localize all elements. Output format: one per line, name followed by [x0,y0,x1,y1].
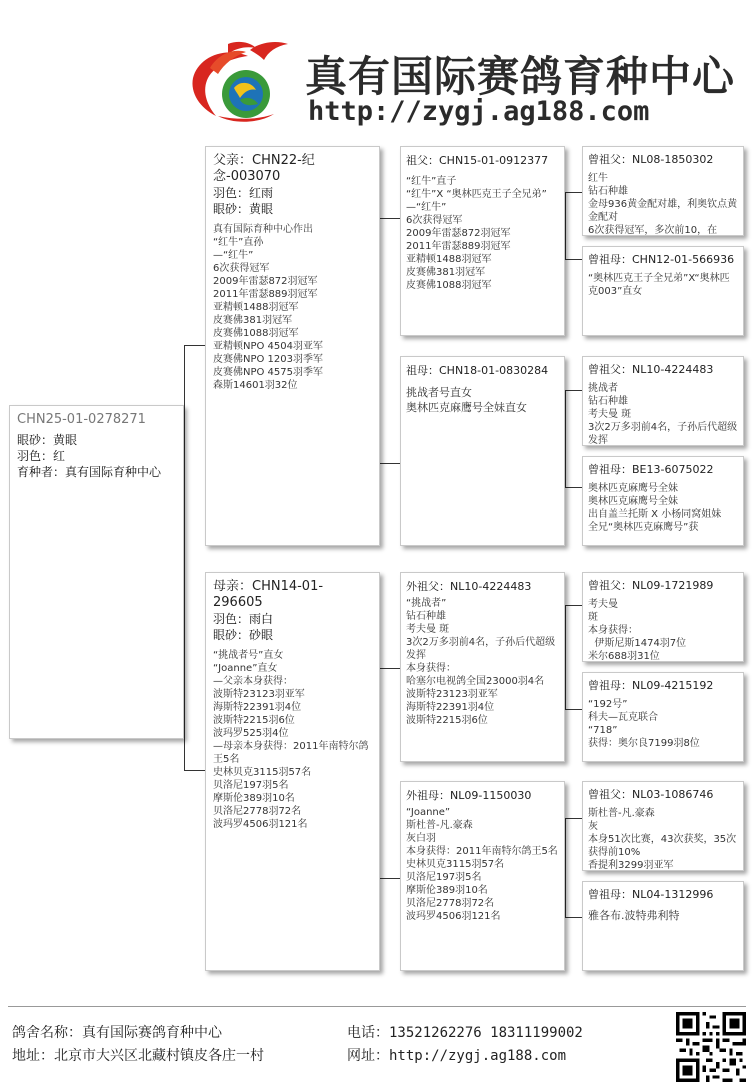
grandsire-paternal-notes: “红牛”直子 “红牛”X “奥林匹克王子全兄弟” —“红牛” 6次获得冠军 2009年雷瑟872羽冠军 2011年雷瑟889羽冠军 亚精顿1488羽冠军 皮赛佛381羽冠军 皮赛佛1088羽冠军 [406,176,547,291]
connector [565,192,566,260]
great-granddam-card[interactable] [582,881,744,971]
granddam-maternal-notes: “Joanne” 斯杜普-凡.豪森 灰白羽 本身获得：2011年南特尔鸽王5名 史林贝克3115羽57名 贝洛尼197羽5名 摩斯伦389羽10名 贝洛尼2778羽72名 波玛罗4506羽121名 [406,807,558,922]
sire-card[interactable] [205,146,380,546]
sire-notes: 真有国际育种中心作出 “红牛”直孙 —“红牛” 6次获得冠军 2009年雷瑟872羽冠军 2011年雷瑟889羽冠军 亚精顿1488羽冠军 皮赛佛381羽冠军 皮赛佛1088羽冠军 亚精顿NPO 4504羽亚军 皮赛佛NPO 1203羽季军 皮赛佛NPO 4575羽季军 森斯14601羽32位 [213,224,324,391]
connector [184,345,185,771]
connector [565,487,582,488]
connector [565,818,566,918]
logo [188,38,303,126]
subject-ring: CHN25-01-0278271 [17,412,146,427]
great-granddam-card[interactable] [582,672,744,762]
great-grandsire-card[interactable] [582,146,744,236]
connector [565,605,582,606]
dam-title: 母亲：CHN14-01-296605 [213,579,324,610]
footer-phone [347,1022,583,1042]
great-granddam-title: 曾祖母：BE13-6075022 [588,463,714,476]
footer-address-label: 地址： [12,1048,54,1064]
grandsire-paternal-card[interactable] [400,146,565,336]
great-granddam-card[interactable] [582,456,744,546]
connector [565,390,566,488]
great-grandsire-card[interactable] [582,356,744,446]
great-grandsire-title: 曾祖父：NL03-1086746 [588,788,714,801]
great-granddam-notes: 雅各布.波特弗利特 [588,909,680,922]
connector [565,390,582,391]
connector [380,878,400,879]
great-grandsire-card[interactable] [582,781,744,871]
great-granddam-notes: “192号” 科夫—瓦克联合 “718” 获得：奥尔良7199羽8位 [588,699,700,749]
subject-breeder: 育种者：真有国际育种中心 [17,465,162,479]
footer-web-value[interactable]: http://zygj.ag188.com [389,1048,567,1064]
sire-eye: 眼砂：黄眼 [213,202,274,216]
great-grandsire-title: 曾祖父：NL09-1721989 [588,579,714,592]
dam-card[interactable] [205,572,380,971]
footer-address [12,1045,264,1065]
great-grandsire-title: 曾祖父：NL10-4224483 [588,363,714,376]
granddam-paternal-card[interactable] [400,356,565,546]
connector [184,770,205,771]
great-grandsire-title: 曾祖父：NL08-1850302 [588,153,714,166]
granddam-paternal-notes: 挑战者号直女 奥林匹克麻鹰号全妹直女 [406,386,527,414]
grandsire-maternal-notes: “挑战者” 钻石种雄 考夫曼 斑 3次2万多羽前4名，子孙后代超级发挥 本身获得： 哈塞尔电视鸽全国23000羽4名 波斯特23123羽亚军 海斯特22391羽4位 波斯特2215羽6位 [406,598,556,726]
connector [565,259,582,260]
connector [565,192,582,193]
header-url[interactable]: http://zygj.ag188.com [308,96,650,127]
footer-loft [12,1022,222,1042]
dam-notes: “挑战者号”直女 “Joanne”直女 —父亲本身获得： 波斯特23123羽亚军 海斯特22391羽4位 波斯特2215羽6位 波玛罗525羽4位 —母亲本身获得：2011年南特尔鸽王5名 史林贝克3115羽57名 贝洛尼197羽5名 摩斯伦389羽10名 贝洛尼2778羽72名 波玛罗4506羽121名 [213,650,369,830]
connector [380,218,400,219]
grandsire-maternal-card[interactable] [400,572,565,762]
footer-web [347,1045,566,1065]
granddam-paternal-title: 祖母：CHN18-01-0830284 [406,364,549,377]
header-title: 真有国际赛鸽育种中心 [305,52,736,101]
connector [380,668,400,669]
connector [380,463,400,464]
great-grandsire-card[interactable] [582,572,744,662]
connector [565,709,582,710]
dam-eye: 眼砂：砂眼 [213,628,274,642]
footer-divider [8,1006,746,1007]
great-grandsire-notes: 红牛 钻石种雄 金母936黄金配对雄，利奥钦点黄金配对 6次获得冠军，多次前10，在 [588,173,738,236]
great-granddam-title: 曾祖母：NL09-4215192 [588,679,714,692]
grandsire-maternal-title: 外祖父：NL10-4224483 [406,580,532,593]
granddam-maternal-title: 外祖母：NL09-1150030 [406,789,532,802]
footer-loft-label: 鸽舍名称： [12,1025,82,1041]
subject-card[interactable] [9,405,184,739]
qr-code-icon[interactable] [676,1012,746,1082]
great-grandsire-notes: 考夫曼 斑 本身获得： 伊斯尼斯1474羽7位 米尔688羽31位 [588,599,687,662]
sire-color: 羽色：红雨 [213,186,274,200]
footer-web-label: 网址： [347,1048,389,1064]
great-granddam-title: 曾祖母：CHN12-01-566936 [588,253,735,266]
footer-phone-value: 13521262276 18311199002 [389,1025,583,1041]
connector [565,818,582,819]
subject-eye: 眼砂：黄眼 [17,433,78,447]
footer-address-value: 北京市大兴区北藏村镇皮各庄一村 [54,1048,264,1064]
great-granddam-notes: “奥林匹克王子全兄弟”X“奥林匹克003”直女 [588,273,730,297]
footer-phone-label: 电话： [347,1025,389,1041]
connector [184,345,205,346]
footer-loft-value: 真有国际赛鸽育种中心 [82,1025,222,1041]
connector [565,917,582,918]
great-granddam-notes: 奥林匹克麻鹰号全妹 奥林匹克麻鹰号全妹 出自盖兰托斯 X 小杨同窝姐妹 全兄“奥林匹克麻鹰号”获 [588,483,722,533]
dam-color: 羽色：雨白 [213,612,274,626]
subject-color: 羽色：红 [17,449,66,463]
sire-title: 父亲：CHN22-纪念-003070 [213,153,315,184]
great-granddam-card[interactable] [582,246,744,336]
granddam-maternal-card[interactable] [400,781,565,971]
great-grandsire-notes: 挑战者 钻石种雄 考夫曼 斑 3次2万多羽前4名，子孙后代超级发挥 [588,383,738,446]
grandsire-paternal-title: 祖父：CHN15-01-0912377 [406,154,549,167]
connector [565,605,566,710]
great-granddam-title: 曾祖母：NL04-1312996 [588,888,714,901]
great-grandsire-notes: 斯杜普-凡.豪森 灰 本身51次比赛，43次获奖，35次获得前10% 香提利3299羽亚军 [588,808,737,871]
